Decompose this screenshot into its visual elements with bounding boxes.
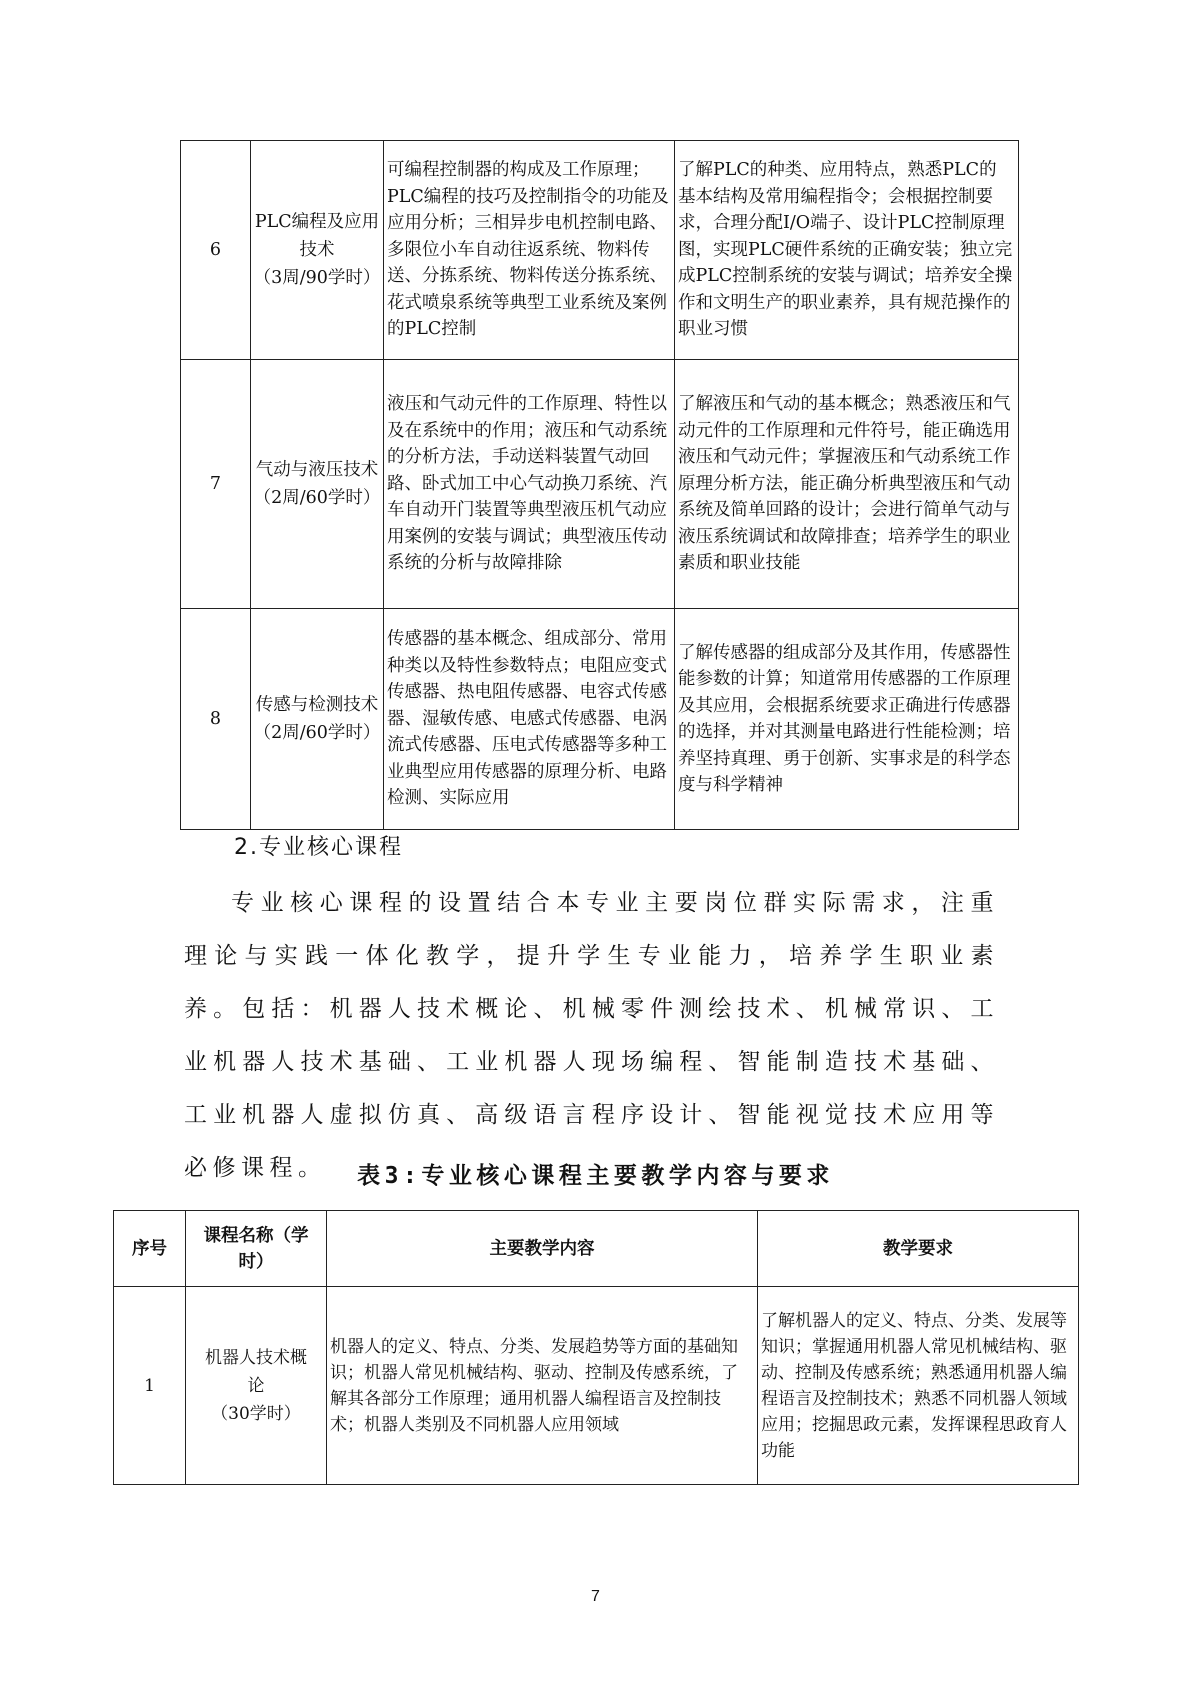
section-heading: 2.专业核心课程 xyxy=(234,835,403,860)
course-hours: （3周/90学时） xyxy=(253,268,381,288)
teaching-requirement-cell xyxy=(675,360,1019,609)
header-course-name-text: 课程名称（学时） xyxy=(203,1225,309,1272)
table-row xyxy=(181,609,1019,830)
header-teaching-content: 主要教学内容 xyxy=(327,1211,758,1287)
course-hours: （30学时） xyxy=(211,1403,301,1424)
teaching-content: 传感器的基本概念、组成部分、常用种类以及特性参数特点；电阻应变式传感器、热电阻传感器、电容式传感器、湿敏传感、电感式传感器、电涡流式传感器、压电式传感器等多种工业典型应用传感器的原理分析、电路检测、实际应用 xyxy=(387,629,667,809)
course-hours: （2周/60学时） xyxy=(253,723,381,743)
course-name-cell xyxy=(186,1287,327,1485)
section-paragraph xyxy=(184,877,999,1195)
course-name-cell xyxy=(251,141,384,360)
teaching-content-cell xyxy=(384,141,675,360)
row-number: 1 xyxy=(114,1287,186,1485)
row-number: 6 xyxy=(181,141,251,360)
course-name: PLC编程及应用技术 xyxy=(254,212,380,260)
header-teaching-requirement: 教学要求 xyxy=(758,1211,1079,1287)
teaching-requirement-cell xyxy=(758,1287,1079,1485)
teaching-requirement: 了解PLC的种类、应用特点，熟悉PLC的基本结构及常用编程指令；会根据控制要求，合理分配I/O端子、设计PLC控制原理图，实现PLC硬件系统的正确安装；独立完成PLC控制系统的安装与调试；培养安全操作和文明生产的职业素养，具有规范操作的职业习惯 xyxy=(678,160,1013,340)
row-number: 8 xyxy=(181,609,251,830)
table-caption: 表3:专业核心课程主要教学内容与要求 xyxy=(357,1163,834,1189)
course-hours: （2周/60学时） xyxy=(253,488,381,508)
teaching-content-cell xyxy=(384,360,675,609)
table-header-row xyxy=(114,1211,1079,1287)
teaching-requirement-cell xyxy=(675,609,1019,830)
table-row xyxy=(181,141,1019,360)
course-name-cell xyxy=(251,609,384,830)
course-name: 传感与检测技术 xyxy=(255,695,379,715)
core-course-table xyxy=(113,1210,1079,1485)
course-name: 气动与液压技术 xyxy=(255,460,379,480)
page-number: 7 xyxy=(591,1588,600,1605)
teaching-requirement-cell xyxy=(675,141,1019,360)
teaching-requirement: 了解传感器的组成部分及其作用，传感器性能参数的计算；知道常用传感器的工作原理及其应用，会根据系统要求正确进行传感器的选择，并对其测量电路进行性能检测；培养坚持真理、勇于创新、实事求是的科学态度与科学精神 xyxy=(678,642,1011,795)
teaching-content-cell xyxy=(327,1287,758,1485)
course-table-continued xyxy=(180,140,1019,830)
paragraph-text: 专业核心课程的设置结合本专业主要岗位群实际需求，注重理论与实践一体化教学，提升学生专业能力，培养学生职业素养。包括：机器人技术概论、机械零件测绘技术、机械常识、工业机器人技术基础、工业机器人现场编程、智能制造技术基础、工业机器人虚拟仿真、高级语言程序设计、智能视觉技术应用等必修课程。 xyxy=(184,890,999,1181)
teaching-content-cell xyxy=(384,609,675,830)
teaching-content: 机器人的定义、特点、分类、发展趋势等方面的基础知识；机器人常见机械结构、驱动、控制及传感系统，了解其各部分工作原理；通用机器人编程语言及控制技术；机器人类别及不同机器人应用领域 xyxy=(330,1336,738,1435)
course-name-cell xyxy=(251,360,384,609)
teaching-content: 可编程控制器的构成及工作原理；PLC编程的技巧及控制指令的功能及应用分析；三相异步电机控制电路、多限位小车自动往返系统、物料传送、分拣系统、物料传送分拣系统、花式喷泉系统等典型工业系统及案例的PLC控制 xyxy=(387,160,669,340)
teaching-requirement: 了解机器人的定义、特点、分类、发展等知识；掌握通用机器人常见机械结构、驱动、控制及传感系统；熟悉通用机器人编程语言及控制技术；熟悉不同机器人领域应用；挖掘思政元素，发挥课程思政育人功能 xyxy=(761,1310,1067,1461)
teaching-requirement: 了解液压和气动的基本概念；熟悉液压和气动元件的工作原理和元件符号，能正确选用液压和气动元件；掌握液压和气动系统工作原理分析方法，能正确分析典型液压和气动系统及简单回路的设计；会进行简单气动与液压系统调试和故障排查；培养学生的职业素质和职业技能 xyxy=(678,394,1011,574)
header-course-name xyxy=(186,1211,327,1287)
table-row xyxy=(181,360,1019,609)
course-name: 机器人技术概论 xyxy=(205,1347,307,1396)
row-number: 7 xyxy=(181,360,251,609)
teaching-content: 液压和气动元件的工作原理、特性以及在系统中的作用；液压和气动系统的分析方法，手动送料装置气动回路、卧式加工中心气动换刀系统、汽车自动开门装置等典型液压机气动应用案例的安装与调试；典型液压传动系统的分析与故障排除 xyxy=(387,394,667,574)
header-number: 序号 xyxy=(114,1211,186,1287)
table-row xyxy=(114,1287,1079,1485)
